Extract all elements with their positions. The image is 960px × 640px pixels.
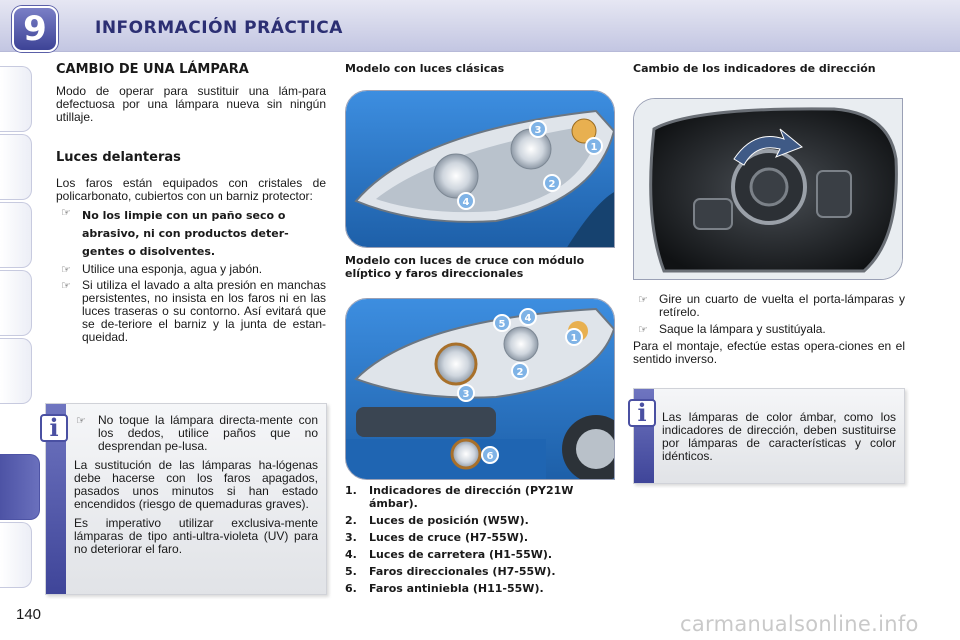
callout-2: 2 — [516, 367, 524, 378]
info-icon: i — [628, 399, 656, 427]
callout-1: 1 — [570, 333, 578, 344]
callout-6: 6 — [486, 451, 494, 462]
list-item: 2. Luces de posición (W5W). — [345, 514, 529, 527]
callout-1: 1 — [590, 142, 598, 153]
bulb-list — [345, 484, 615, 599]
body-text: Los faros están equipados con cristales de policarbonato, cubiertos con un barniz protector: — [56, 176, 326, 203]
chapter-tab[interactable] — [0, 270, 32, 336]
chapter-tab[interactable] — [0, 134, 32, 200]
callout-4: 4 — [462, 197, 470, 208]
list-item: 4. Luces de carretera (H1-55W). — [345, 548, 553, 561]
section-title: CAMBIO DE UNA LÁMPARA — [56, 62, 249, 77]
bullet-item: ☞ No los limpie con un paño seco o abrasivo, ni con productos deter-gentes o disolventes. — [61, 207, 289, 258]
hand-pointer-icon: ☞ — [61, 264, 71, 276]
bullet-item: ☞ Utilice una esponja, agua y jabón. — [61, 262, 263, 276]
section-title: Cambio de los indicadores de dirección — [633, 62, 876, 75]
callout-3: 3 — [534, 125, 542, 136]
headlight-classic-photo — [345, 90, 615, 248]
info-icon: i — [40, 414, 68, 442]
info-box-amber — [633, 388, 905, 484]
callout-4: 4 — [524, 313, 532, 324]
subsection-title: Luces delanteras — [56, 150, 181, 165]
hand-pointer-icon: ☞ — [638, 324, 648, 336]
column-right — [633, 62, 905, 75]
indicator-replacement-photo — [633, 98, 903, 280]
figure-title: Modelo con luces clásicas — [345, 62, 505, 75]
callout-2: 2 — [548, 179, 556, 190]
hand-pointer-icon: ☞ — [76, 415, 86, 427]
bullet-item: ☞ Si utiliza el lavado a alta presión en manchas persistentes, no insista en los faros ni en las luces traseras o su contorno. Así evitará que se de-teriore el barniz y la junta de estan-queidad. — [61, 278, 326, 344]
watermark: carmanualsonline.info — [680, 612, 919, 636]
hand-pointer-icon: ☞ — [61, 207, 71, 219]
callout-3: 3 — [462, 389, 470, 400]
column-left — [56, 62, 326, 344]
figure-title: Modelo con luces de cruce con módulo elíptico y faros direccionales — [345, 254, 585, 280]
chapter-title: INFORMACIÓN PRÁCTICA — [95, 18, 343, 38]
info-paragraph: Es imperativo utilizar exclusiva-mente lámparas de tipo anti-ultra-violeta (UV) para no deteriorar el faro. — [74, 516, 318, 556]
info-paragraph: La sustitución de las lámparas ha-lógenas debe hacerse con los faros apagados, pasados unos minutos si han estado encendidos (riesgo de quemaduras graves). — [74, 458, 318, 511]
chapter-number-badge: 9 — [12, 6, 58, 52]
chapter-tabs — [0, 52, 40, 592]
bullet-item: ☞ No toque la lámpara directa-mente con los dedos, utilice paños que no desprendan pe-lusa. — [76, 413, 318, 453]
hand-pointer-icon: ☞ — [61, 280, 71, 292]
info-box-warning — [45, 403, 327, 595]
chapter-tab[interactable] — [0, 66, 32, 132]
list-item: 3. Luces de cruce (H7-55W). — [345, 531, 529, 544]
bullet-item: ☞ Saque la lámpara y sustitúyala. — [638, 322, 826, 336]
info-paragraph: Las lámparas de color ámbar, como los indicadores de dirección, deben sustituirse por lámparas de características y color idénticos. — [662, 410, 896, 463]
column-middle — [345, 62, 615, 75]
headlight-elliptic-photo — [345, 298, 615, 480]
callout-5: 5 — [498, 319, 506, 330]
intro-text: Modo de operar para sustituir una lám-para defectuosa por una lámpara nueva sin ningún utillaje. — [56, 84, 326, 124]
chapter-tab[interactable] — [0, 522, 32, 588]
body-text: Para el montaje, efectúe estas opera-ciones en el sentido inverso. — [633, 339, 905, 366]
list-item: 1. Indicadores de dirección (PY21W ámbar). — [345, 484, 574, 510]
column-right-text — [633, 290, 905, 366]
bullet-item: ☞ Gire un cuarto de vuelta el porta-lámparas y retírelo. — [638, 292, 905, 319]
chapter-tab-active[interactable] — [0, 454, 40, 520]
chapter-tab[interactable] — [0, 202, 32, 268]
list-item: 5. Faros direccionales (H7-55W). — [345, 565, 556, 578]
list-item: 6. Faros antiniebla (H11-55W). — [345, 582, 544, 595]
hand-pointer-icon: ☞ — [638, 294, 648, 306]
page-number: 140 — [16, 606, 42, 623]
chapter-tab[interactable] — [0, 338, 32, 404]
